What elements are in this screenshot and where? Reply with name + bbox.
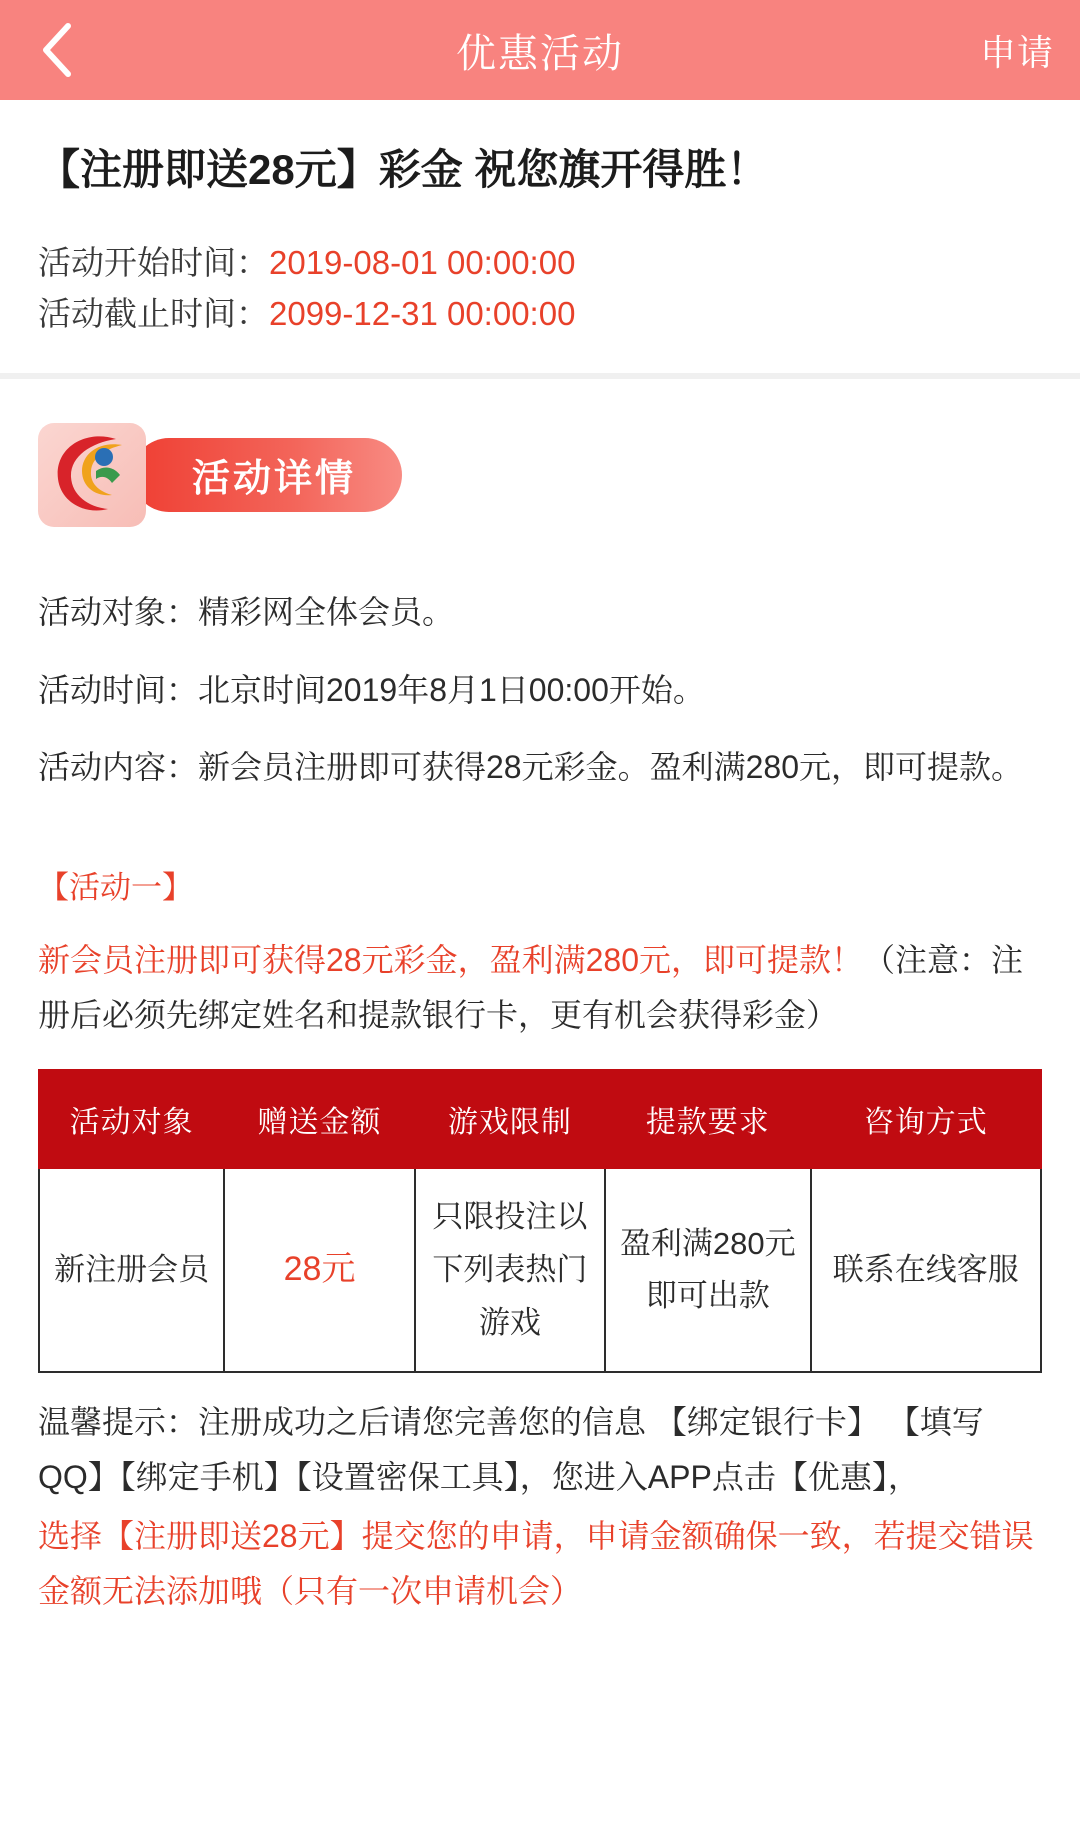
table-cell-game-limit: 只限投注以下列表热门游戏: [415, 1168, 605, 1372]
promo-start-row: [38, 237, 1042, 288]
tip-note-red: 选择【注册即送28元】提交您的申请，申请金额确保一致，若提交错误金额无法添加哦（只有一次申请机会）: [38, 1518, 1034, 1610]
section-heading: 【活动一】: [38, 870, 193, 906]
body-spacer: [38, 794, 1042, 850]
table-header-cell: 赠送金额: [224, 1070, 414, 1168]
section-intro: [38, 933, 1042, 1043]
detail-line-content: 活动内容：新会员注册即可获得28元彩金。盈利满280元，即可提款。: [38, 749, 1023, 786]
promo-end-label: 活动截止时间：: [38, 294, 269, 332]
detail-line-object: 活动对象：精彩网全体会员。: [38, 593, 455, 630]
table-cell-object: 新注册会员: [39, 1168, 224, 1372]
promo-start-label: 活动开始时间：: [38, 243, 269, 281]
promo-title: 【注册即送28元】彩金 祝您旗开得胜！: [38, 146, 769, 193]
promo-table: [38, 1069, 1042, 1373]
table-header-cell: 咨询方式: [811, 1070, 1041, 1168]
promo-header-block: [0, 100, 1080, 379]
table-row: [39, 1168, 1041, 1372]
activity-logo-icon: [38, 423, 146, 527]
tip-note: 温馨提示：注册成功之后请您完善您的信息 【绑定银行卡】 【填写QQ】【绑定手机】【设置密保工具】，您进入APP点击【优惠】，: [38, 1404, 984, 1496]
detail-pill-label: 活动详情: [132, 438, 402, 512]
table-header-row: [39, 1070, 1041, 1168]
promo-end-value: 2099-12-31 00:00:00: [269, 294, 576, 332]
promo-body: [0, 529, 1080, 1620]
table-cell-amount: 28元: [224, 1168, 414, 1372]
table-header-cell: 活动对象: [39, 1070, 224, 1168]
detail-banner-wrap: [0, 379, 1080, 529]
table-cell-withdraw: 盈利满280元即可出款: [605, 1168, 810, 1372]
apply-button[interactable]: 申请: [979, 31, 1054, 73]
section-intro-red: 新会员注册即可获得28元彩金，盈利满280元，即可提款！: [38, 942, 863, 979]
promo-start-value: 2019-08-01 00:00:00: [269, 243, 576, 281]
promo-dates: [38, 237, 1042, 339]
section-intro-note: （注意：注册后必须先绑定姓名和提款银行卡，更有机会获得彩金）: [38, 942, 1024, 1034]
back-button[interactable]: [26, 20, 86, 80]
app-header: [0, 0, 1080, 100]
table-header-cell: 游戏限制: [415, 1070, 605, 1168]
page-title: 优惠活动: [456, 31, 624, 76]
table-cell-contact: 联系在线客服: [811, 1168, 1041, 1372]
chevron-left-icon: [39, 22, 73, 78]
detail-banner: [38, 421, 1042, 529]
promo-end-row: [38, 288, 1042, 339]
detail-line-time: 活动时间：北京时间2019年8月1日00:00开始。: [38, 671, 705, 708]
table-header-cell: 提款要求: [605, 1070, 810, 1168]
